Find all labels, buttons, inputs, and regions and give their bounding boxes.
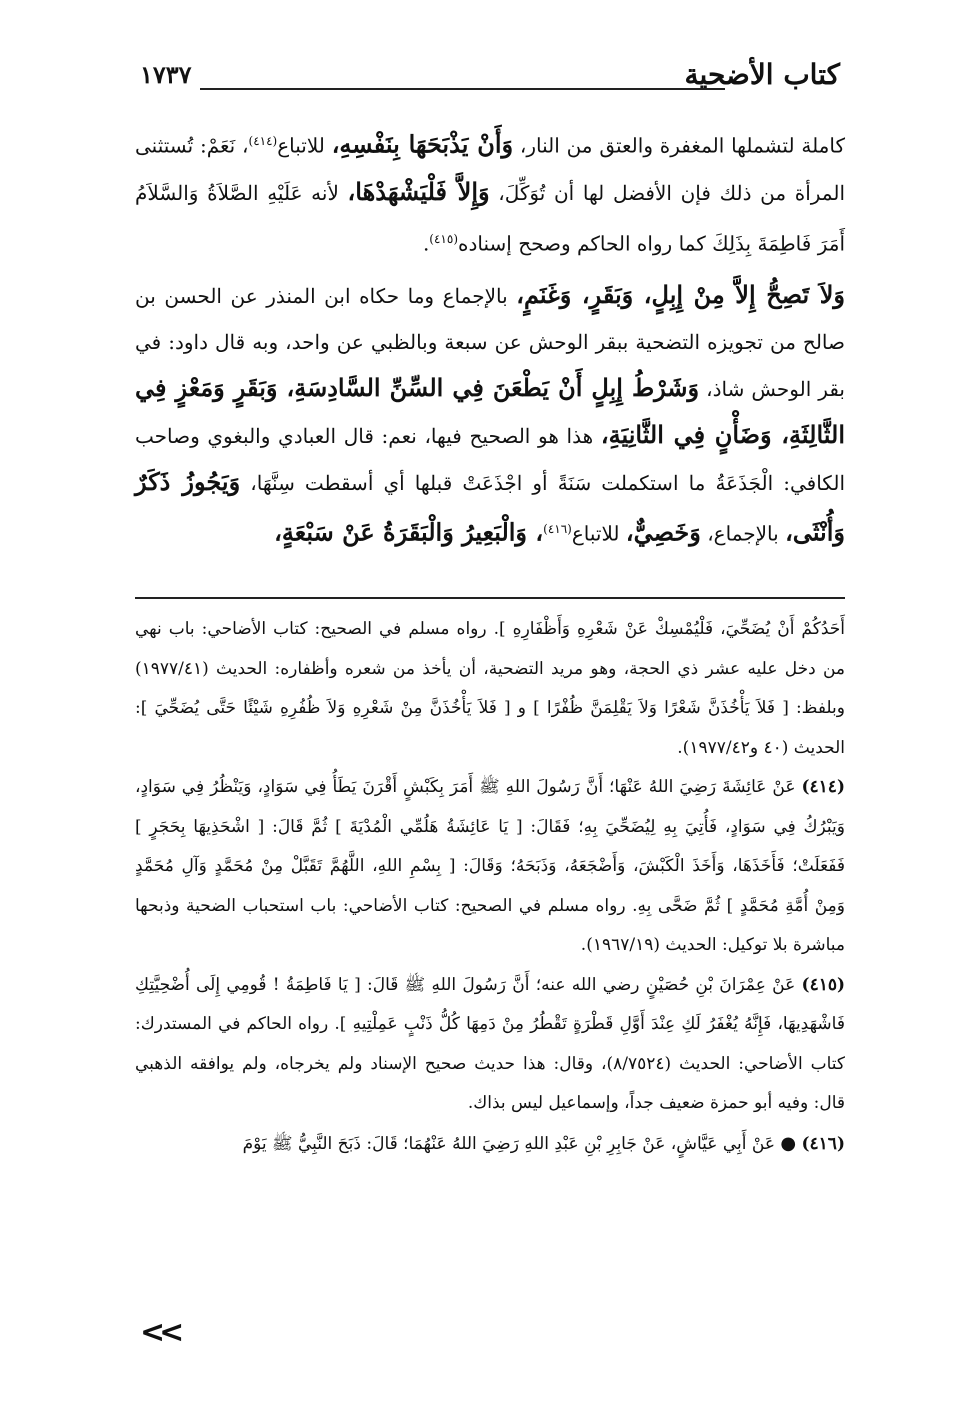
- page-header: [140, 58, 840, 98]
- footnote-ref-415[interactable]: (٤١٥): [429, 231, 459, 246]
- footnote-414: [135, 768, 845, 966]
- footnote-text: عَنْ أَبِي عَيَّاشٍ، عَنْ جَابِرِ بْنِ عَبْدِ اللهِ رَضِيَ اللهُ عَنْهُمَا؛ قَالَ: ذَبَحَ النَّبِيُّ ﷺ يَوْمَ: [242, 1133, 775, 1154]
- text-run: ، نَعَمْ: تُستثنى المرأة من ذلك فإن الأفضل لها أن تُوَكِّلَ،: [135, 133, 846, 205]
- text-run: للاتباع: [277, 133, 325, 158]
- text-run: كاملة لتشملها المغفرة والعتق من النار،: [519, 133, 846, 158]
- text-run: بالإجماع وما حكاه ابن المنذر عن الحسن بن صالح من تجويزه التضحية ببقر الوحش عن سبعة وبالظبي عن واحد، وبه قال داود: في بقر الوحش شاذ،: [135, 284, 846, 402]
- footnote-ref-416[interactable]: (٤١٦): [543, 522, 572, 537]
- text-run: بالإجماع،: [707, 521, 779, 546]
- footnote-ref-414[interactable]: (٤١٤): [248, 134, 278, 148]
- matn-run: وَشَرْطُ إِبِلٍ أَنْ يَطْعَنَ فِي السِّنِّ السَّادِسَةِ، وَبَقَرٍ وَمَعْزٍ فِي الثَّالِثَةِ، وَضَأْنٍ فِي الثَّانِيَةِ،: [135, 373, 845, 450]
- footnote-text: عَنْ عَائِشَةَ رَضِيَ اللهُ عَنْهَا؛ أَنَّ رَسُولَ اللهِ ﷺ أَمَرَ بِكَبْشٍ أَقْرَنَ يَطَأُ فِي سَوَادٍ، وَيَنْظُرُ فِي سَوَادٍ، وَيَبْرُكُ فِي سَوَادٍ، فَأُتِيَ بِهِ لِيُضَحِّيَ بِهِ؛ فَقَالَ: [ يَا عَائِشَةُ هَلُمِّي الْمُدْيَةَ ] ثُمَّ قَالَ: [ اشْحَذِيهَا بِحَجَرٍ ] فَفَعَلَتْ؛ فَأَخَذَهَا، وَأَخَذَ الْكَبْشَ، وَأَضْجَعَهُ، وَذَبَحَهُ؛ وَقَالَ: [ بِسْمِ اللهِ، اللَّهُمَّ تَقَبَّلْ مِنْ مُحَمَّدٍ وَآلِ مُحَمَّدٍ وَمِنْ أُمَّةِ مُحَمَّدٍ ] ثُمَّ ضَحَّى بِهِ. رواه مسلم في الصحيح: كتاب الأضاحي: باب استحباب الضحية وذبحها مباشرة بلا توكيل: الحديث (١٩٦٧/١٩).: [135, 777, 845, 955]
- bullet-circle-icon: ●: [780, 1132, 797, 1154]
- footnote-number: (٤١٤): [801, 777, 845, 797]
- footnote-continuation: أَحَدُكُمْ أَنْ يُضَحِّيَ، فَلْيُمْسِكْ عَنْ شَعْرِهِ وَأَظْفَارِهِ ]. رواه مسلم في الصحيح: كتاب الأضاحي: باب نهي من دخل عليه عشر ذي الحجة، وهو مريد التضحية، أن يأخذ من شعره وأظفاره: الحديث (١٩٧٧/٤١) وبلفظ: [ فَلاَ يَأْخُذَنَّ شَعْرًا وَلاَ يَقْلِمَنَّ ظُفْرًا ] و [ فَلاَ يَأْخُذَنَّ مِنْ شَعْرِهِ وَلاَ ظُفُرِهِ شَيْئًا حَتَّى يُضَحِّيَ ]: الحديث (٤٠ و١٩٧٧/٤٢).: [135, 619, 845, 758]
- page-number: ١٧٣٧: [140, 60, 192, 89]
- footnote-text: عَنْ عِمْرَانَ بْنِ حُصَيْنٍ رضي الله عنه؛ أَنَّ رَسُولَ اللهِ ﷺ قَالَ: [ يَا فَاطِمَةُ ! قُومِي إِلَى أُضْحِيَّتِكِ فَاشْهَدِيهَا، فَإِنَّهُ يُغْفَرُ لَكِ عِنْدَ أَوَّلِ قَطْرَةٍ تَقْطُرُ مِنْ دَمِهَا كُلُّ ذَنْبٍ عَمِلْتِيهِ ]. رواه الحاكم في المستدرك: كتاب الأضاحي: الحديث (٨/٧٥٢٤)، وقال: هذا حديث صحيح الإسناد ولم يخرجاه، ولم يوافقه الذهبي قال: وفيه أبو حمزة ضعيف جداً، وإسماعيل ليس بذاك.: [135, 974, 846, 1113]
- footnotes: [135, 610, 845, 1164]
- matn-run: وَيَجُوزُ ذَكَرٌ وَأُنْثَى،: [135, 467, 845, 547]
- continuation-arrows-icon: <<: [140, 1315, 179, 1350]
- footnote-number: (٤١٦): [801, 1133, 845, 1154]
- chapter-title: كتاب الأضحية: [684, 58, 840, 91]
- matn-run: وَلاَ تَصِحُّ إِلاَّ مِنْ إِبِلٍ، وَبَقَرٍ، وَغَنَمٍ،: [516, 280, 845, 310]
- paragraph-1: [135, 118, 845, 266]
- footnote-415: [135, 966, 845, 1124]
- footnote-separator: [135, 597, 845, 599]
- matn-run: وَأَنْ يَذْبَحَهَا بِنَفْسِهِ،: [331, 129, 514, 159]
- text-run: هذا هو الصحيح فيها، نعم: قال العبادي والبغوي وصاحب الكافي: الْجَذَعَةُ ما استكملت سَنَةً أو اجْذَعَتْ قبلها أي أسقطت سِنَّهَا،: [135, 424, 845, 496]
- text-run: .: [422, 231, 430, 256]
- footnote-number: (٤١٥): [801, 974, 846, 995]
- text-run: للاتباع: [571, 521, 620, 546]
- matn-run: وَخَصِيٌّ،: [625, 517, 701, 547]
- paragraph-2: [135, 272, 845, 557]
- footnote-416: [135, 1124, 845, 1165]
- main-text: [135, 118, 845, 563]
- header-rule: [200, 88, 725, 90]
- matn-run: وَإِلاَّ فَلْيَشْهَدْهَا،: [347, 176, 490, 206]
- matn-run: ، وَالْبَعِيرُ وَالْبَقَرَةُ عَنْ سَبْعَةٍ،: [274, 517, 544, 547]
- text-run: لأنه عَلَيْهِ الصَّلاَةُ وَالسَّلاَمُ أَمَرَ فَاطِمَةَ بِذَلِكَ كما رواه الحاكم وصحح إسناده: [135, 180, 845, 256]
